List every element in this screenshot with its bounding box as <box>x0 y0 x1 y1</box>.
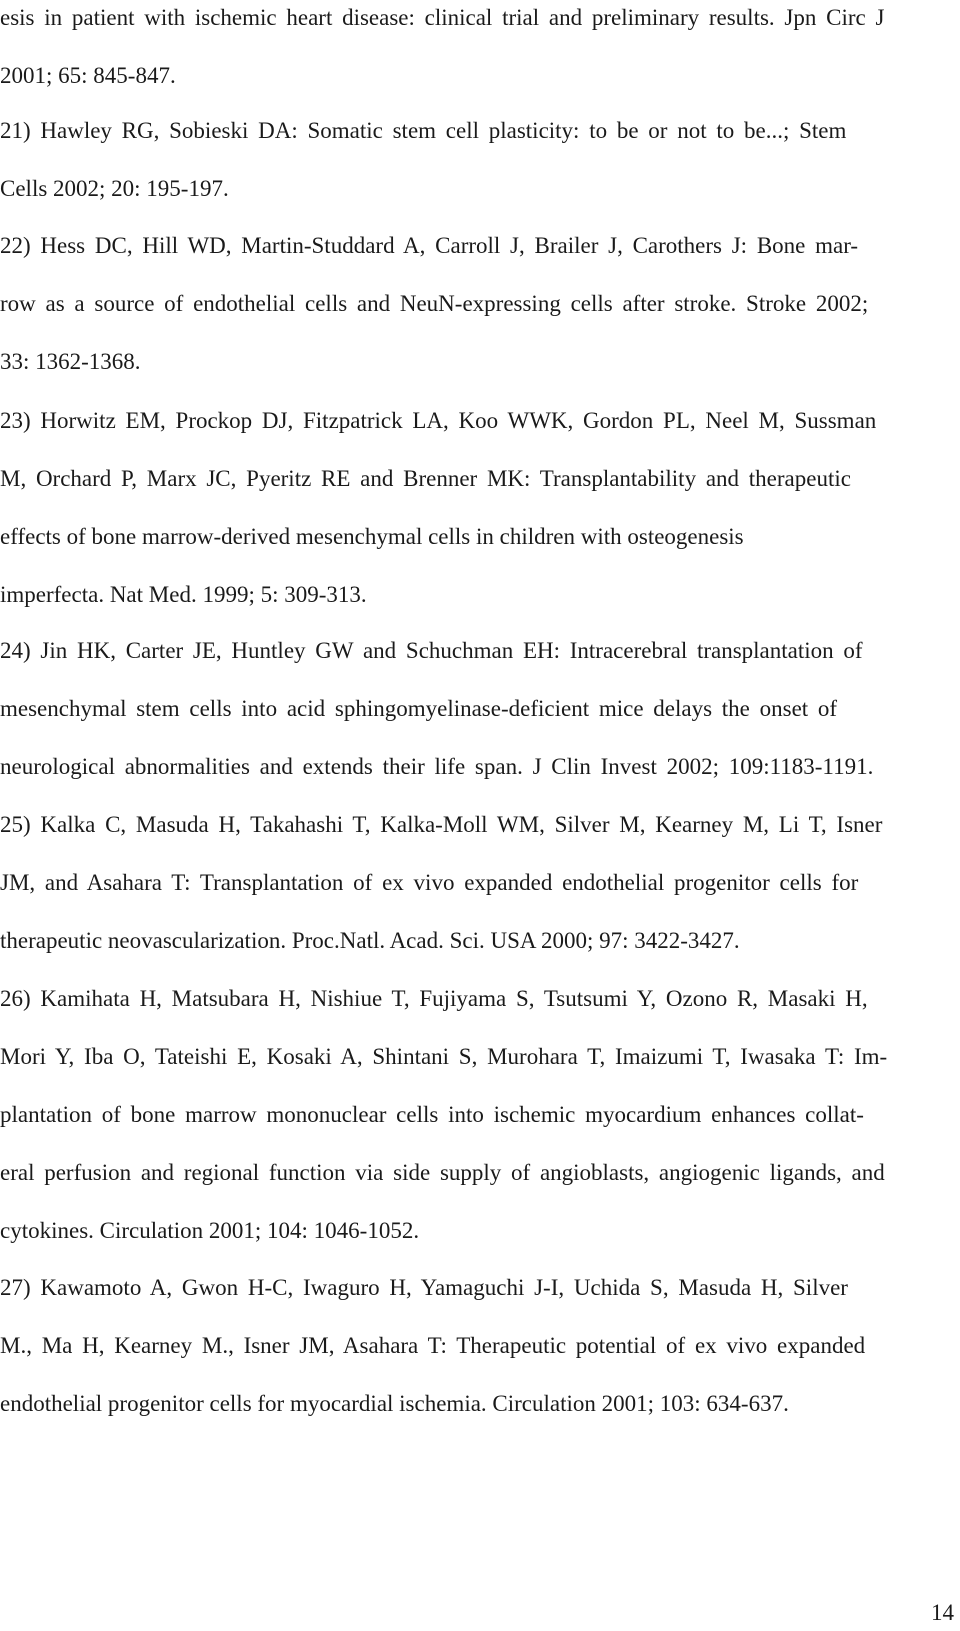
reference-entry-line: Mori Y, Iba O, Tateishi E, Kosaki A, Shintani S, Murohara T, Imaizumi T, Iwasaka T: Im- <box>0 1044 888 1069</box>
reference-entry-line: 33: 1362-1368. <box>0 349 141 374</box>
reference-entry-start: 21) Hawley RG, Sobieski DA: Somatic stem cell plasticity: to be or not to be...; Stem <box>0 118 847 143</box>
reference-entry-line: mesenchymal stem cells into acid sphingomyelinase-deficient mice delays the onset of <box>0 696 838 721</box>
reference-entry-line: cytokines. Circulation 2001; 104: 1046-1052. <box>0 1218 420 1243</box>
reference-entry-line: plantation of bone marrow mononuclear cells into ischemic myocardium enhances collat- <box>0 1102 864 1127</box>
reference-entry-start: 23) Horwitz EM, Prockop DJ, Fitzpatrick LA, Koo WWK, Gordon PL, Neel M, Sussman <box>0 408 877 433</box>
reference-entry-line: effects of bone marrow-derived mesenchymal cells in children with osteogenesis <box>0 524 744 549</box>
reference-entry-line: Cells 2002; 20: 195-197. <box>0 176 229 201</box>
reference-entry-line: therapeutic neovascularization. Proc.Natl. Acad. Sci. USA 2000; 97: 3422-3427. <box>0 928 740 953</box>
reference-entry-start: 22) Hess DC, Hill WD, Martin-Studdard A, Carroll J, Brailer J, Carothers J: Bone mar- <box>0 233 859 258</box>
reference-entry-start: 26) Kamihata H, Matsubara H, Nishiue T, Fujiyama S, Tsutsumi Y, Ozono R, Masaki H, <box>0 986 868 1011</box>
reference-entry-start: 27) Kawamoto A, Gwon H-C, Iwaguro H, Yamaguchi J-I, Uchida S, Masuda H, Silver <box>0 1275 848 1300</box>
reference-entry-line: endothelial progenitor cells for myocardial ischemia. Circulation 2001; 103: 634-637. <box>0 1391 789 1416</box>
reference-entry-line: M, Orchard P, Marx JC, Pyeritz RE and Brenner MK: Transplantability and therapeutic <box>0 466 851 491</box>
reference-entry-start: esis in patient with ischemic heart disease: clinical trial and preliminary results. Jpn Circ J <box>0 5 885 30</box>
reference-entry-line: neurological abnormalities and extends their life span. J Clin Invest 2002; 109:1183-1191. <box>0 754 874 779</box>
reference-entry-line: eral perfusion and regional function via side supply of angioblasts, angiogenic ligands, and <box>0 1160 885 1185</box>
reference-entry-line: 2001; 65: 845-847. <box>0 63 176 88</box>
reference-entry-start: 25) Kalka C, Masuda H, Takahashi T, Kalka-Moll WM, Silver M, Kearney M, Li T, Isner <box>0 812 883 837</box>
reference-entry-line: M., Ma H, Kearney M., Isner JM, Asahara T: Therapeutic potential of ex vivo expanded <box>0 1333 866 1358</box>
reference-entry-line: imperfecta. Nat Med. 1999; 5: 309-313. <box>0 582 367 607</box>
reference-entry-start: 24) Jin HK, Carter JE, Huntley GW and Schuchman EH: Intracerebral transplantation of <box>0 638 863 663</box>
page-number: 14 <box>931 1600 954 1625</box>
reference-entry-line: JM, and Asahara T: Transplantation of ex vivo expanded endothelial progenitor cells for <box>0 870 859 895</box>
reference-entry-line: row as a source of endothelial cells and NeuN-expressing cells after stroke. Stroke 2002; <box>0 291 869 316</box>
